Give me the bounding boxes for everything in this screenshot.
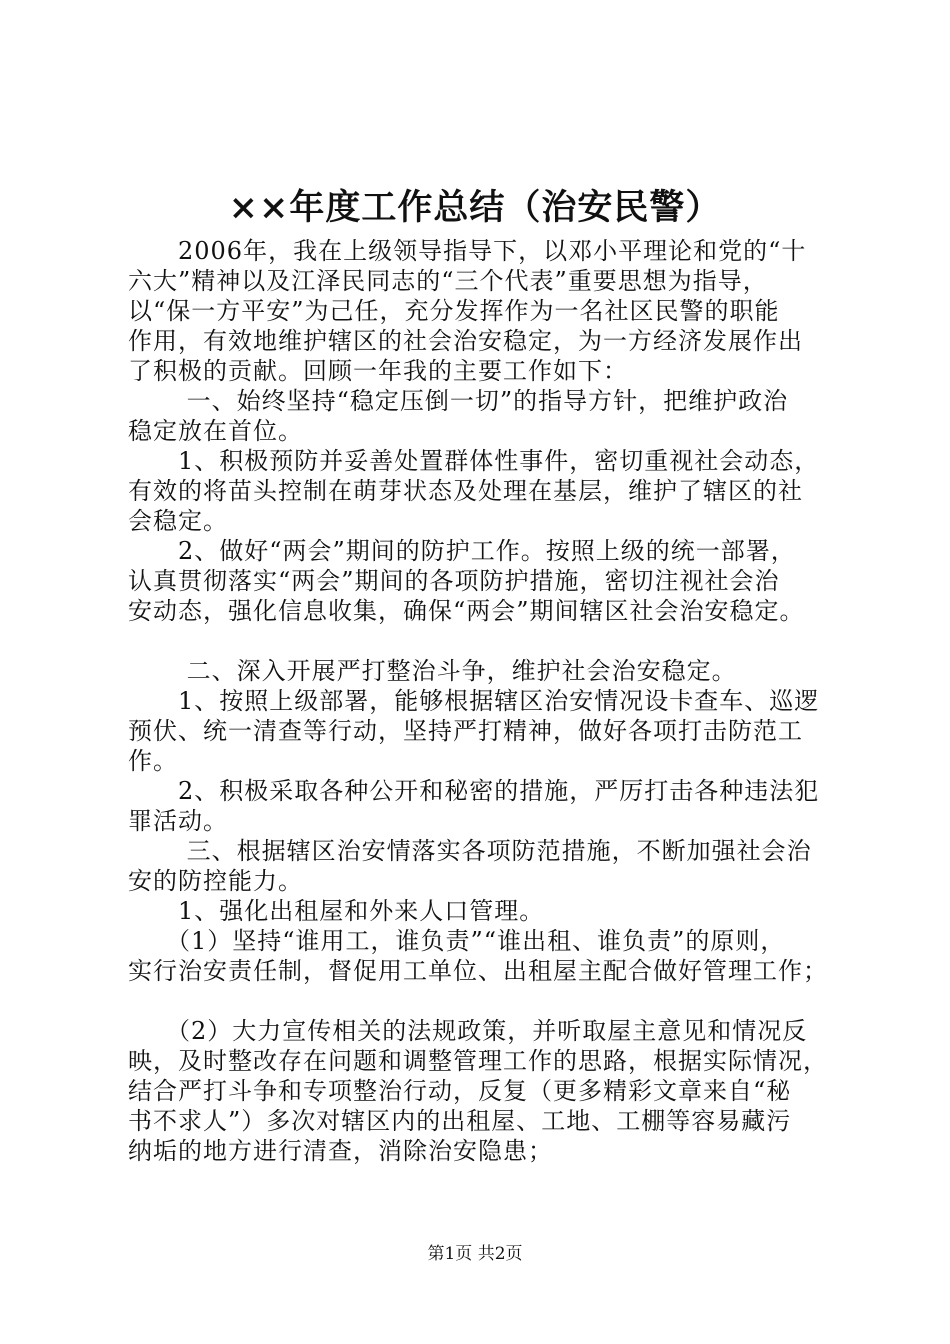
body-line: 以“保一方平安”为己任，充分发挥作为一名社区民警的职能 [128, 297, 780, 325]
body-line: 会稳定。 [128, 507, 228, 535]
body-line: 书不求人”）多次对辖区内的出租屋、工地、工棚等容易藏污 [128, 1107, 792, 1135]
body-line: 纳垢的地方进行清查，消除治安隐患； [128, 1137, 553, 1165]
blank-line [128, 986, 853, 1016]
body-line: 1、强化出租屋和外来人口管理。 [128, 897, 545, 925]
body-line: 了积极的贡献。回顾一年我的主要工作如下： [128, 357, 628, 385]
blank-line [128, 626, 853, 656]
document-body [128, 236, 853, 1166]
body-line: （2）大力宣传相关的法规政策，并听取屋主意见和情况反 [128, 1017, 808, 1045]
section-heading: 一、始终坚持“稳定压倒一切”的指导方针，把维护政治 [128, 387, 789, 415]
body-line: 安的防控能力。 [128, 867, 303, 895]
body-line: 1、按照上级部署，能够根据辖区治安情况设卡查车、巡逻 [128, 687, 820, 715]
section-heading: 二、深入开展严打整治斗争，维护社会治安稳定。 [128, 657, 737, 685]
body-line: 六大”精神以及江泽民同志的“三个代表”重要思想为指导， [128, 267, 768, 295]
body-line: 认真贯彻落实“两会”期间的各项防护措施，密切注视社会治 [128, 567, 780, 595]
body-line: 2、做好“两会”期间的防护工作。按照上级的统一部署， [128, 537, 796, 565]
body-line: 2006年，我在上级领导指导下，以邓小平理论和党的“十 [128, 237, 807, 265]
body-line: 作用，有效地维护辖区的社会治安稳定，为一方经济发展作出 [128, 327, 803, 355]
body-line: 预伏、统一清查等行动，坚持严打精神，做好各项打击防范工 [128, 717, 803, 745]
body-line: 结合严打斗争和专项整治行动，反复（更多精彩文章来自“秘 [128, 1077, 792, 1105]
body-line: 罪活动。 [128, 807, 228, 835]
body-line: 稳定放在首位。 [128, 417, 303, 445]
section-heading: 三、根据辖区治安情落实各项防范措施，不断加强社会治 [128, 837, 812, 865]
body-line: 映，及时整改存在问题和调整管理工作的思路，根据实际情况， [128, 1047, 828, 1075]
body-line: 实行治安责任制，督促用工单位、出租屋主配合做好管理工作； [128, 957, 828, 985]
body-line: 2、积极采取各种公开和秘密的措施，严厉打击各种违法犯 [128, 777, 820, 805]
body-line: 有效的将苗头控制在萌芽状态及处理在基层，维护了辖区的社 [128, 477, 803, 505]
document-title: ××年度工作总结（治安民警） [228, 187, 722, 228]
body-line: 作。 [128, 747, 178, 775]
body-line: （1）坚持“谁用工，谁负责”“谁出租、谁负责”的原则， [128, 927, 786, 955]
body-line: 1、积极预防并妥善处置群体性事件，密切重视社会动态， [128, 447, 820, 475]
page-footer: 第1页 共2页 [427, 1244, 523, 1264]
body-line: 安动态，强化信息收集，确保“两会”期间辖区社会治安稳定。 [128, 597, 805, 625]
